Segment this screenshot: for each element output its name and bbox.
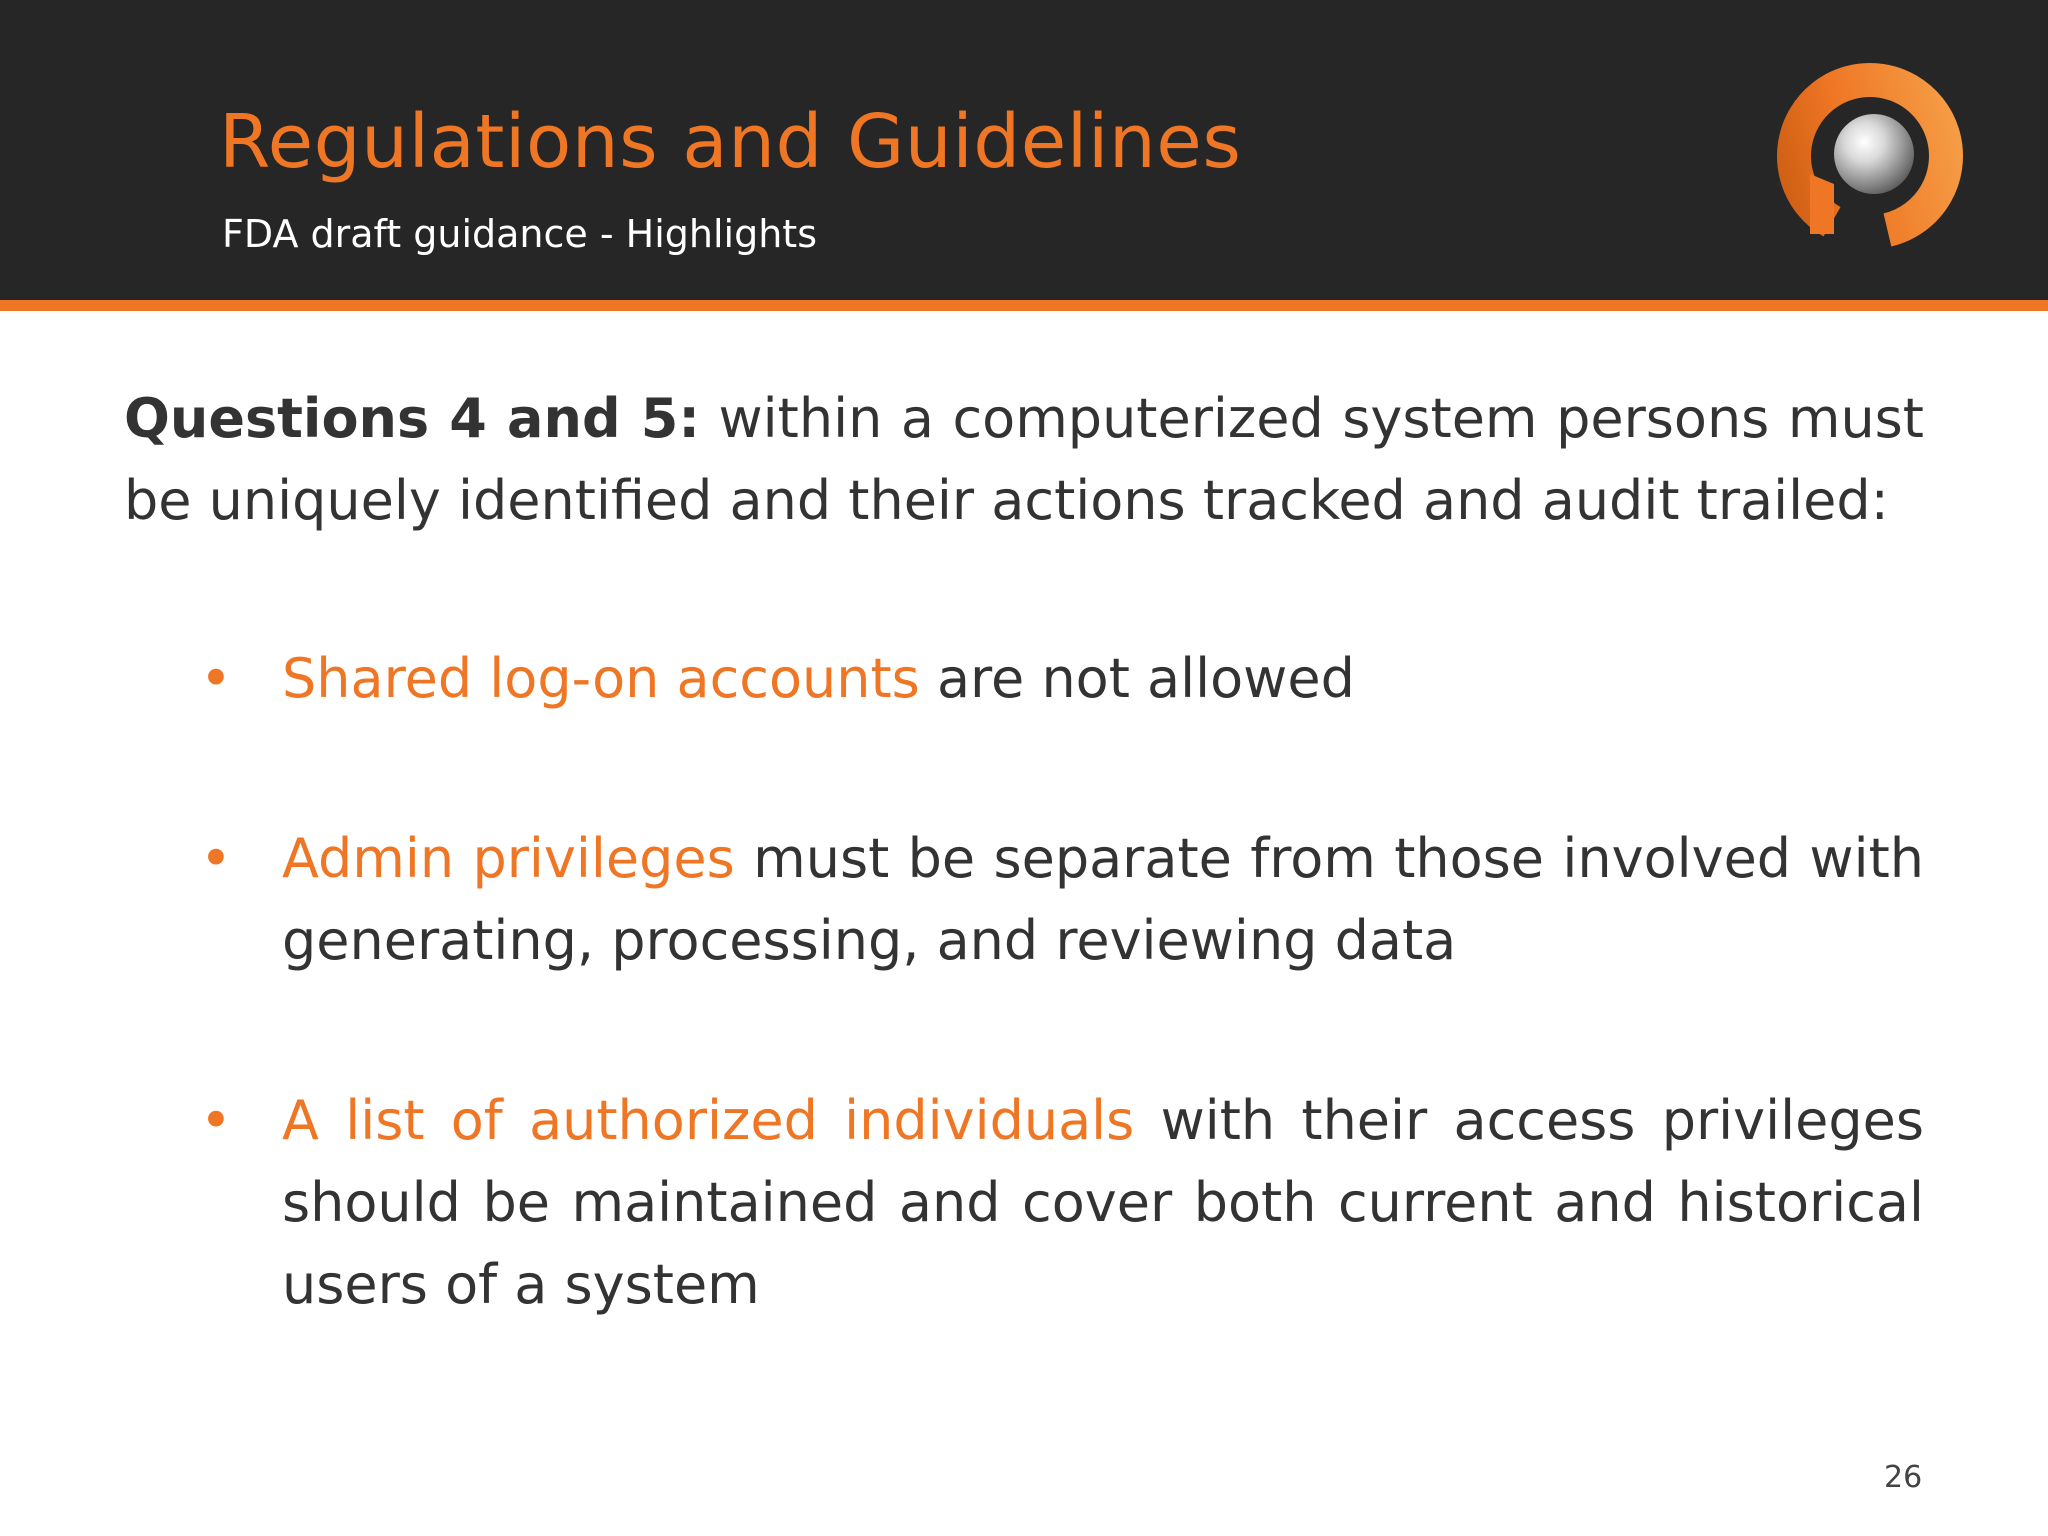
slide-body xyxy=(124,378,1924,1326)
page-number: 26 xyxy=(1884,1460,1923,1495)
list-item xyxy=(124,638,1924,720)
slide-header xyxy=(0,0,2048,300)
orange-ring-logo-icon xyxy=(1770,56,1970,256)
bullet-text: are not allowed xyxy=(919,647,1355,710)
bullet-dot-icon: • xyxy=(200,1089,232,1152)
bullet-dot-icon: • xyxy=(200,647,232,710)
header-accent-bar xyxy=(0,300,2048,311)
bullet-dot-icon: • xyxy=(200,827,232,890)
intro-paragraph xyxy=(124,378,1924,542)
intro-bold-label: Questions 4 and 5: xyxy=(124,387,700,450)
slide-title: Regulations and Guidelines xyxy=(219,99,1242,185)
bullet-text: must be separate from those involved with generating, processing, and reviewing data xyxy=(282,827,1924,972)
bullet-highlight: Shared log-on accounts xyxy=(282,647,920,710)
intro-text: within a computerized system persons must be uniquely identified and their actions tracked and audit trailed: xyxy=(124,387,1924,532)
slide-subtitle: FDA draft guidance - Highlights xyxy=(222,212,817,256)
bullet-list xyxy=(124,638,1924,1326)
list-item xyxy=(124,1080,1924,1326)
bullet-highlight: Admin privileges xyxy=(282,827,735,890)
list-item xyxy=(124,818,1924,982)
bullet-text: with their access privileges should be maintained and cover both current and historical users of a system xyxy=(282,1089,1924,1316)
bullet-highlight: A list of authorized individuals xyxy=(282,1089,1135,1152)
